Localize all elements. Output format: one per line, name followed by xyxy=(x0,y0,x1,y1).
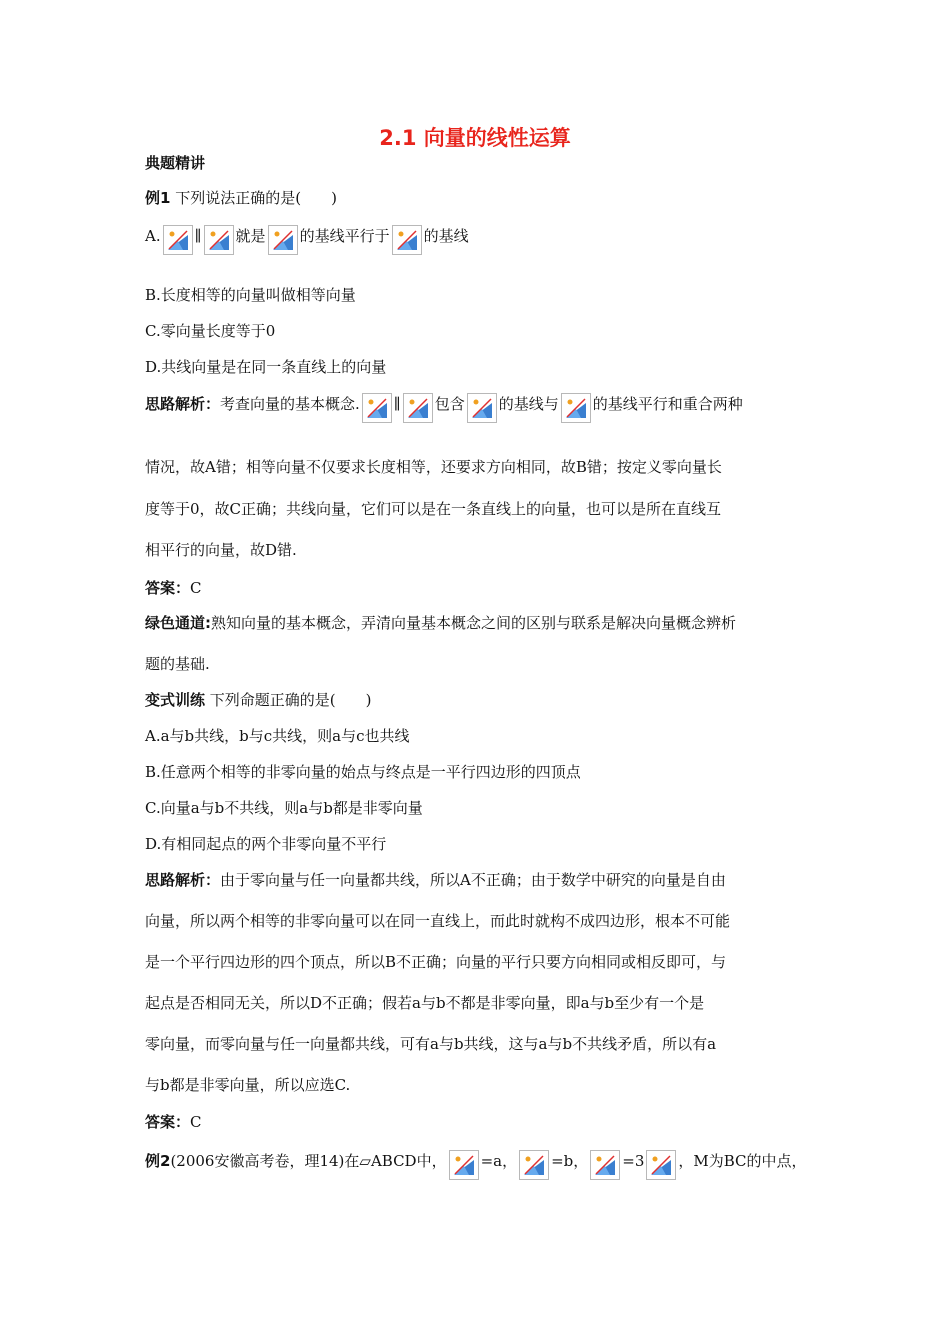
variant-option-a: A.a与b共线，b与c共线，则a与c也共线 xyxy=(145,727,410,745)
example1-analysis-line4: 相平行的向量，故D错. xyxy=(145,541,297,559)
example1-label: 例1 xyxy=(145,189,171,207)
option-a-text: 就是 xyxy=(235,227,266,245)
broken-image-icon xyxy=(467,393,497,423)
example2-text: ，M为BC的中点， xyxy=(678,1152,807,1170)
broken-image-icon xyxy=(163,225,193,255)
green-channel-label: 绿色通道: xyxy=(145,614,211,632)
variant-option-c: C.向量a与b不共线，则a与b都是非零向量 xyxy=(145,799,423,817)
variant-analysis-line5: 零向量，而零向量与任一向量都共线，可有a与b共线，这与a与b不共线矛盾，所以有a xyxy=(145,1035,717,1053)
green-channel-line2: 题的基础. xyxy=(145,655,210,673)
analysis-label: 思路解析： xyxy=(145,395,221,413)
analysis-text: 的基线与 xyxy=(498,395,559,413)
answer-value: C xyxy=(190,579,202,597)
analysis-text: 的基线平行和重合两种 xyxy=(592,395,743,413)
variant-option-b: B.任意两个相等的非零向量的始点与终点是一平行四边形的四顶点 xyxy=(145,763,581,781)
broken-image-icon xyxy=(362,393,392,423)
variant-analysis-line4: 起点是否相同无关，所以D不正确；假若a与b不都是非零向量，即a与b至少有一个是 xyxy=(145,994,705,1012)
answer-label: 答案： xyxy=(145,579,191,597)
section-heading: 典题精讲 xyxy=(145,154,206,172)
example1-option-c: C.零向量长度等于0 xyxy=(145,322,276,340)
broken-image-icon xyxy=(392,225,422,255)
variant-analysis-line2: 向量，所以两个相等的非零向量可以在同一直线上，而此时就构不成四边形，根本不可能 xyxy=(145,912,731,930)
variant-analysis-line1 xyxy=(145,869,726,891)
example1-answer xyxy=(145,577,202,599)
example2-text: =3 xyxy=(622,1152,645,1170)
answer-value: C xyxy=(190,1113,202,1131)
answer-label: 答案： xyxy=(145,1113,191,1131)
analysis-label: 思路解析： xyxy=(145,871,221,889)
broken-image-icon xyxy=(204,225,234,255)
broken-image-icon xyxy=(561,393,591,423)
green-channel-line1 xyxy=(145,612,736,634)
variant-question-text: 下列命题正确的是( ) xyxy=(209,691,372,709)
broken-image-icon xyxy=(403,393,433,423)
example1-question-text: 下列说法正确的是( ) xyxy=(175,189,337,207)
example1-analysis-line1 xyxy=(145,393,743,423)
example2-text: =a， xyxy=(480,1152,518,1170)
example1-question xyxy=(145,187,337,209)
broken-image-icon xyxy=(449,1150,479,1180)
variant-analysis-line3: 是一个平行四边形的四个顶点，所以B不正确；向量的平行只要方向相同或相反即可，与 xyxy=(145,953,727,971)
analysis-text: 包含 xyxy=(434,395,465,413)
example2-label: 例2 xyxy=(145,1152,171,1170)
broken-image-icon xyxy=(590,1150,620,1180)
variant-answer xyxy=(145,1111,202,1133)
example2-text: (2006安徽高考卷，理14)在▱ABCD中， xyxy=(170,1152,447,1170)
page-title: 2.1 向量的线性运算 xyxy=(379,126,571,150)
broken-image-icon xyxy=(646,1150,676,1180)
variant-option-d: D.有相同起点的两个非零向量不平行 xyxy=(145,835,387,853)
analysis-text: 考查向量的基本概念. xyxy=(220,395,360,413)
example1-analysis-line3: 度等于0，故C正确；共线向量，它们可以是在一条直线上的向量，也可以是所在直线互 xyxy=(145,500,722,518)
option-a-prefix: A. xyxy=(145,227,161,245)
example2-line1 xyxy=(145,1150,807,1180)
variant-question xyxy=(145,689,372,711)
example1-option-a xyxy=(145,225,469,255)
analysis-text: 由于零向量与任一向量都共线，所以A不正确；由于数学中研究的向量是自由 xyxy=(220,871,726,889)
example2-text: =b， xyxy=(551,1152,589,1170)
variant-analysis-line6: 与b都是非零向量，所以应选C. xyxy=(145,1076,351,1094)
variant-label: 变式训练 xyxy=(145,691,206,709)
example1-option-d: D.共线向量是在同一条直线上的向量 xyxy=(145,358,387,376)
example1-option-b: B.长度相等的向量叫做相等向量 xyxy=(145,286,356,304)
green-channel-text: 熟知向量的基本概念，弄清向量基本概念之间的区别与联系是解决向量概念辨析 xyxy=(211,614,737,632)
broken-image-icon xyxy=(519,1150,549,1180)
parallel-symbol: ∥ xyxy=(393,395,401,413)
option-a-text: 的基线平行于 xyxy=(299,227,390,245)
example1-analysis-line2: 情况，故A错；相等向量不仅要求长度相等，还要求方向相同，故B错；按定义零向量长 xyxy=(145,458,722,476)
option-a-text: 的基线 xyxy=(423,227,469,245)
parallel-symbol: ∥ xyxy=(194,227,202,245)
broken-image-icon xyxy=(268,225,298,255)
